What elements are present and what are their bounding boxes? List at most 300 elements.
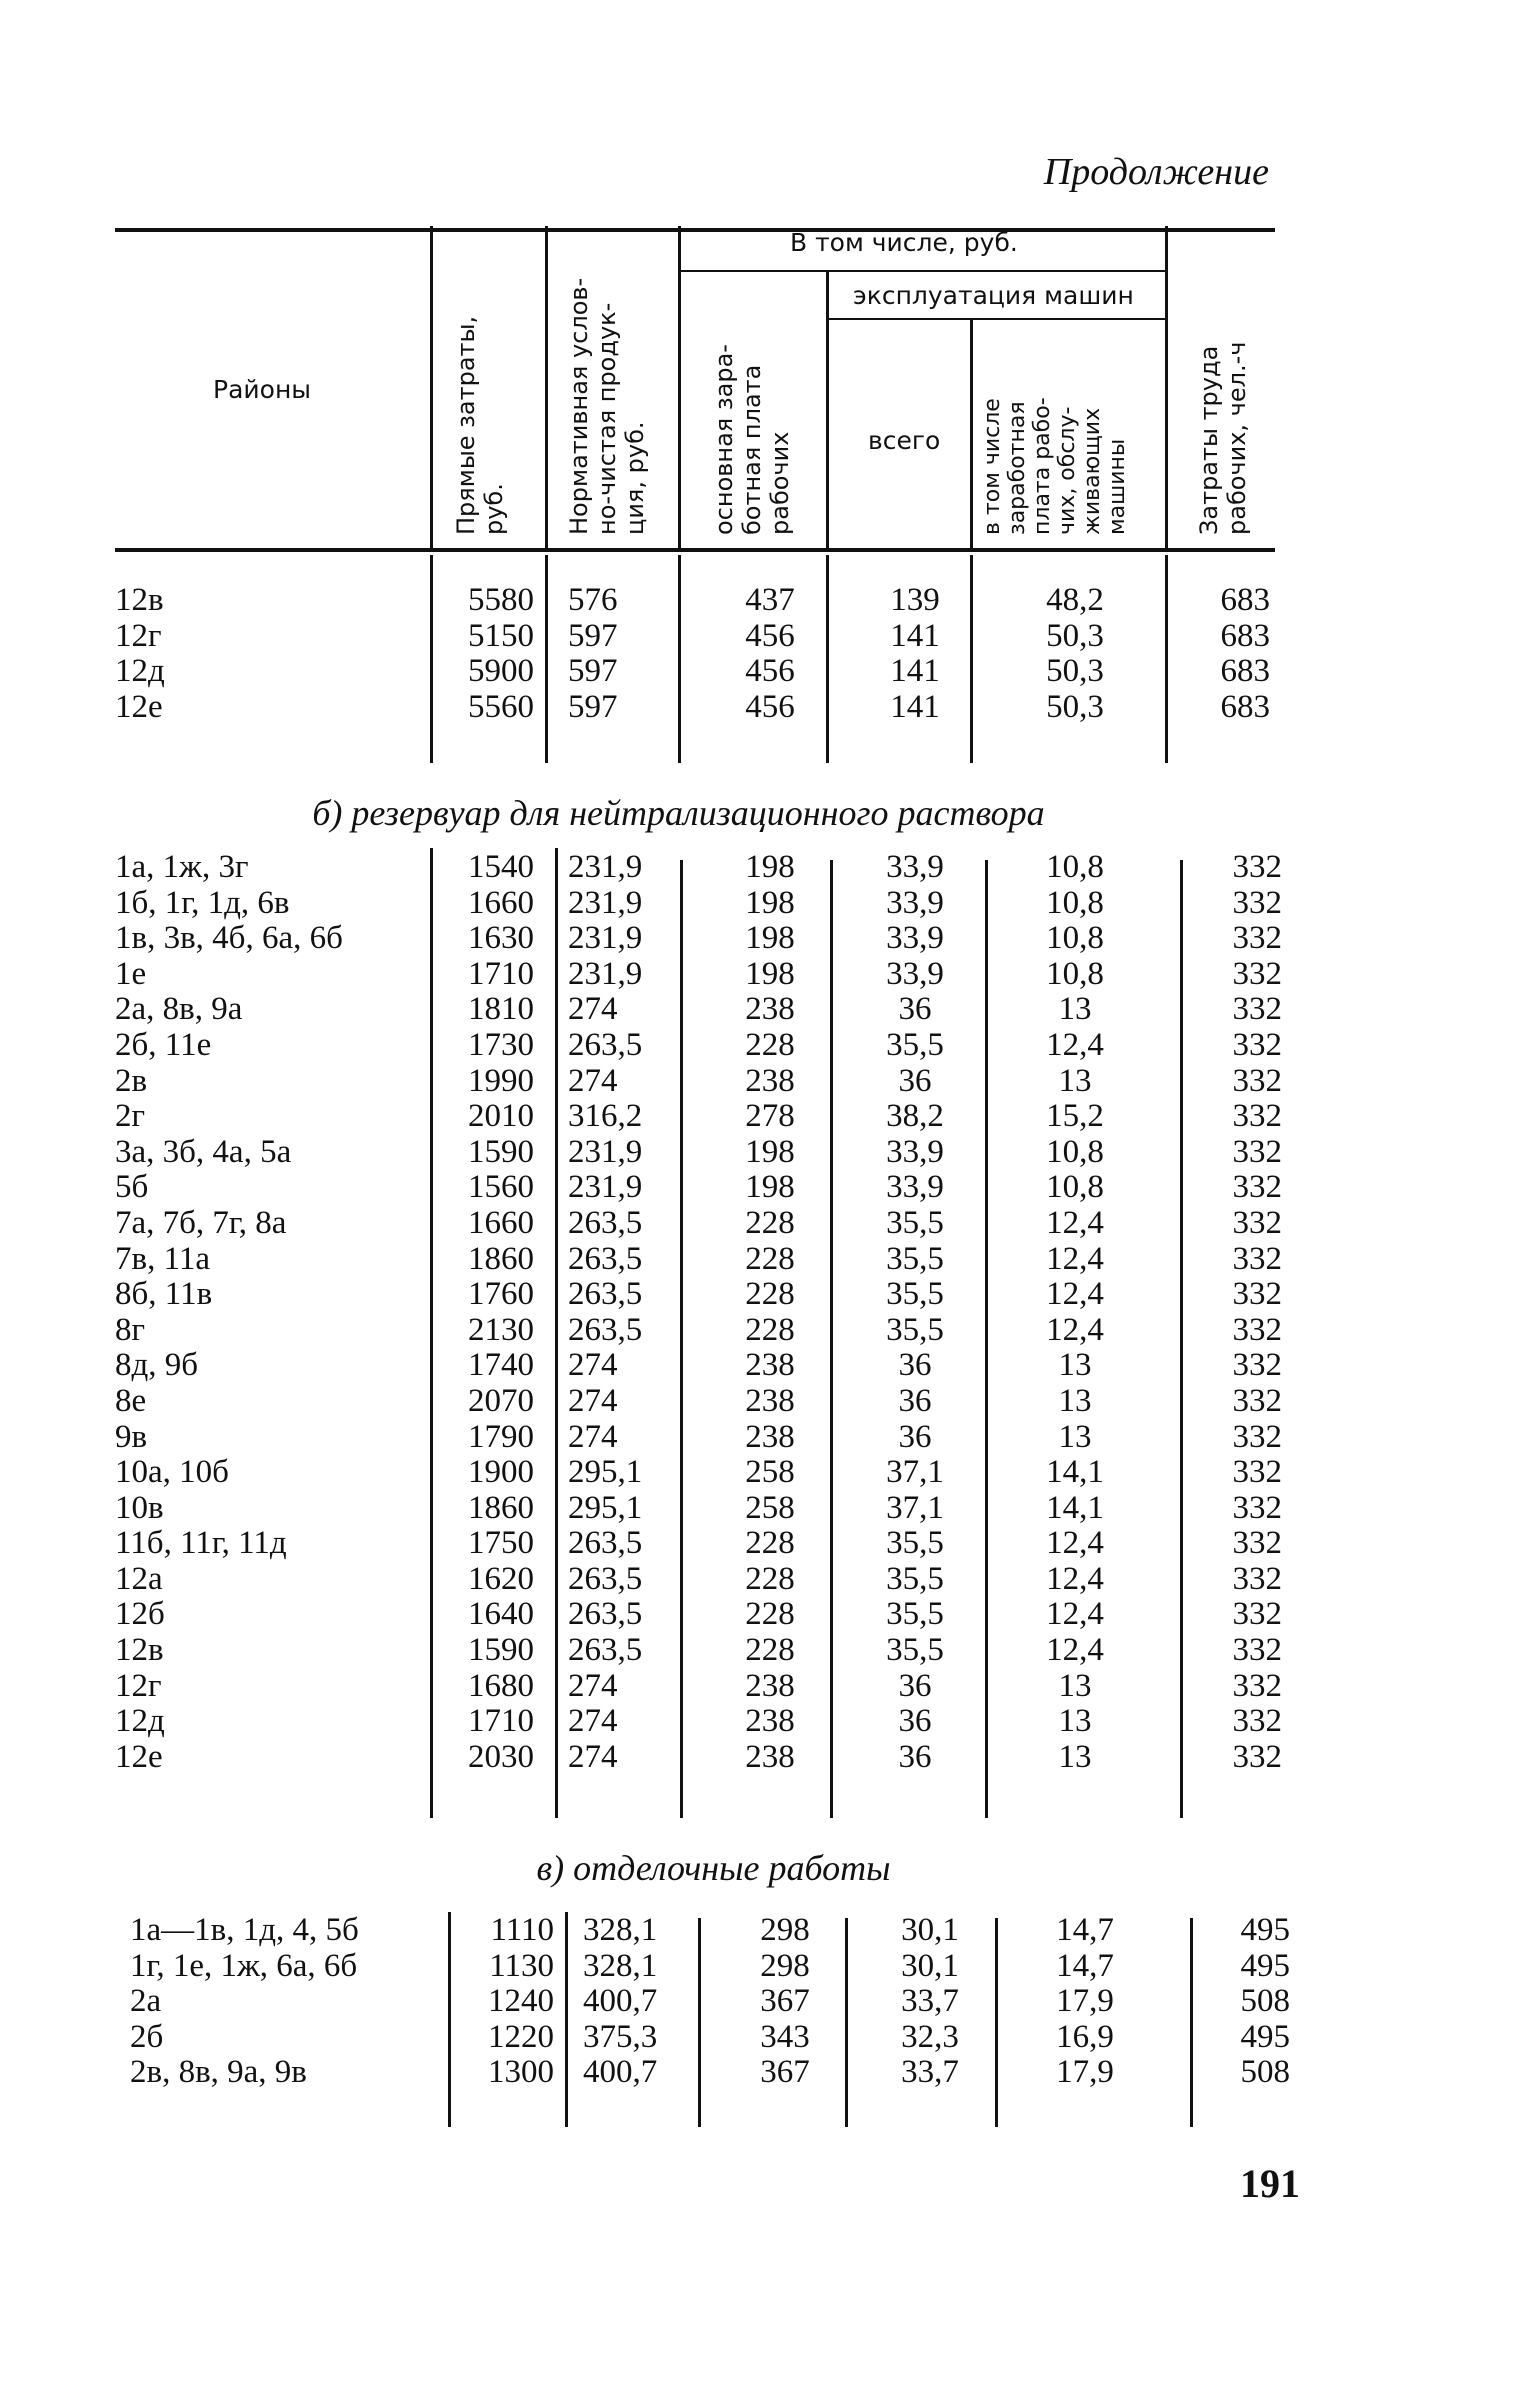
base-wage-cell: 228 bbox=[745, 1204, 795, 1241]
machine-wage-cell: 13 bbox=[1058, 1062, 1092, 1099]
direct-costs-cell: 1660 bbox=[468, 1204, 534, 1241]
labor-cell: 332 bbox=[1232, 1347, 1282, 1384]
labor-cell: 332 bbox=[1232, 920, 1282, 957]
district-cell: 1г, 1е, 1ж, 6а, 6б bbox=[130, 1947, 358, 1984]
table-row bbox=[0, 1313, 1517, 1349]
direct-costs-cell: 1590 bbox=[468, 1632, 534, 1669]
direct-costs-cell: 1620 bbox=[468, 1560, 534, 1597]
machine-wage-cell: 17,9 bbox=[1056, 2054, 1114, 2091]
base-wage-cell: 456 bbox=[745, 653, 795, 690]
labor-cell: 332 bbox=[1232, 1703, 1282, 1740]
normative-cell: 328,1 bbox=[583, 1947, 658, 1984]
direct-costs-cell: 1110 bbox=[490, 1912, 554, 1948]
labor-cell: 332 bbox=[1232, 955, 1282, 992]
section-c-table-body bbox=[0, 1913, 1517, 2091]
base-wage-cell: 238 bbox=[745, 1738, 795, 1775]
district-cell: 2б, 11е bbox=[115, 1026, 212, 1063]
district-cell: 2б bbox=[130, 2018, 164, 2055]
normative-cell: 597 bbox=[568, 617, 618, 654]
direct-costs-cell: 1900 bbox=[468, 1454, 534, 1491]
direct-costs-cell: 1760 bbox=[468, 1276, 534, 1313]
table-row bbox=[0, 1028, 1517, 1064]
labor-cell: 332 bbox=[1232, 1738, 1282, 1775]
machine-wage-cell: 12,4 bbox=[1046, 1240, 1104, 1277]
machine-total-cell: 38,2 bbox=[886, 1098, 944, 1135]
labor-cell: 508 bbox=[1240, 2054, 1290, 2091]
table-row bbox=[0, 1526, 1517, 1562]
labor-cell: 332 bbox=[1232, 1026, 1282, 1063]
labor-cell: 332 bbox=[1232, 884, 1282, 921]
direct-costs-cell: 2010 bbox=[468, 1098, 534, 1135]
table-row bbox=[0, 1420, 1517, 1456]
normative-cell: 597 bbox=[568, 688, 618, 725]
machine-total-cell: 36 bbox=[898, 991, 932, 1028]
base-wage-cell: 258 bbox=[745, 1454, 795, 1491]
labor-cell: 332 bbox=[1232, 1204, 1282, 1241]
machine-wage-cell: 14,1 bbox=[1046, 1489, 1104, 1526]
machine-total-cell: 33,9 bbox=[886, 955, 944, 992]
base-wage-cell: 238 bbox=[745, 1703, 795, 1740]
section-b-table-body bbox=[0, 850, 1517, 1775]
machine-wage-cell: 12,4 bbox=[1046, 1525, 1104, 1562]
labor-cell: 332 bbox=[1232, 1276, 1282, 1313]
table-row bbox=[0, 1913, 1517, 1949]
table-row bbox=[0, 886, 1517, 922]
direct-costs-cell: 1590 bbox=[468, 1133, 534, 1170]
district-cell: 8д, 9б bbox=[115, 1347, 199, 1384]
labor-cell: 332 bbox=[1232, 1133, 1282, 1170]
machine-total-cell: 141 bbox=[890, 653, 940, 690]
machine-total-cell: 35,5 bbox=[886, 1596, 944, 1633]
base-wage-cell: 228 bbox=[745, 1525, 795, 1562]
district-cell: 12е bbox=[115, 688, 163, 725]
direct-costs-cell: 1680 bbox=[468, 1667, 534, 1704]
normative-cell: 274 bbox=[568, 1667, 618, 1704]
normative-cell: 576 bbox=[568, 582, 618, 618]
machine-total-cell: 35,5 bbox=[886, 1560, 944, 1597]
normative-cell: 274 bbox=[568, 1418, 618, 1455]
table-row bbox=[0, 1064, 1517, 1100]
machine-wage-cell: 14,7 bbox=[1056, 1912, 1114, 1948]
labor-cell: 332 bbox=[1232, 849, 1282, 885]
direct-costs-cell: 1860 bbox=[468, 1240, 534, 1277]
header-divider-6 bbox=[1165, 226, 1168, 550]
machine-wage-cell: 12,4 bbox=[1046, 1204, 1104, 1241]
machine-total-cell: 139 bbox=[890, 582, 940, 618]
labor-cell: 332 bbox=[1232, 1667, 1282, 1704]
district-cell: 2в, 8в, 9а, 9в bbox=[130, 2054, 307, 2091]
machine-total-cell: 37,1 bbox=[886, 1454, 944, 1491]
normative-cell: 263,5 bbox=[568, 1560, 643, 1597]
district-cell: 9в bbox=[115, 1418, 148, 1455]
column-header-base-wage: основная зара- ботная плата рабочих bbox=[710, 344, 794, 535]
labor-cell: 332 bbox=[1232, 1632, 1282, 1669]
machine-total-cell: 35,5 bbox=[886, 1311, 944, 1348]
direct-costs-cell: 5560 bbox=[468, 688, 534, 725]
page-number: 191 bbox=[1240, 2161, 1300, 2206]
table-row bbox=[0, 1984, 1517, 2020]
normative-cell: 295,1 bbox=[568, 1489, 643, 1526]
machine-total-cell: 33,9 bbox=[886, 1133, 944, 1170]
machine-total-cell: 33,9 bbox=[886, 884, 944, 921]
machine-wage-cell: 12,4 bbox=[1046, 1311, 1104, 1348]
labor-cell: 332 bbox=[1232, 1418, 1282, 1455]
district-cell: 12г bbox=[115, 1667, 162, 1704]
machine-wage-cell: 10,8 bbox=[1046, 955, 1104, 992]
machine-wage-cell: 50,3 bbox=[1046, 688, 1104, 725]
base-wage-cell: 238 bbox=[745, 1062, 795, 1099]
column-header-machine-operation: эксплуатация машин bbox=[853, 281, 1134, 310]
base-wage-cell: 278 bbox=[745, 1098, 795, 1135]
direct-costs-cell: 1560 bbox=[468, 1169, 534, 1206]
continuation-label: Продолжение bbox=[1043, 151, 1269, 193]
machine-wage-cell: 12,4 bbox=[1046, 1596, 1104, 1633]
district-cell: 10в bbox=[115, 1489, 164, 1526]
machine-total-cell: 33,9 bbox=[886, 920, 944, 957]
machine-total-cell: 36 bbox=[898, 1418, 932, 1455]
base-wage-cell: 298 bbox=[760, 1947, 810, 1984]
direct-costs-cell: 1790 bbox=[468, 1418, 534, 1455]
column-header-normative: Нормативная услов- но-чистая продук- ция, руб. bbox=[565, 277, 649, 535]
direct-costs-cell: 1710 bbox=[468, 1703, 534, 1740]
machine-wage-cell: 10,8 bbox=[1046, 920, 1104, 957]
table-row bbox=[0, 921, 1517, 957]
machine-total-cell: 33,9 bbox=[886, 1169, 944, 1206]
table-row bbox=[0, 1099, 1517, 1135]
table-row bbox=[0, 2020, 1517, 2056]
district-cell: 2г bbox=[115, 1098, 146, 1135]
direct-costs-cell: 5580 bbox=[468, 582, 534, 618]
direct-costs-cell: 2070 bbox=[468, 1382, 534, 1419]
normative-cell: 400,7 bbox=[583, 1983, 658, 2020]
labor-cell: 332 bbox=[1232, 991, 1282, 1028]
base-wage-cell: 228 bbox=[745, 1026, 795, 1063]
district-cell: 12б bbox=[115, 1596, 165, 1633]
column-header-total: всего bbox=[868, 426, 941, 455]
labor-cell: 332 bbox=[1232, 1311, 1282, 1348]
base-wage-cell: 238 bbox=[745, 991, 795, 1028]
header-divider-1 bbox=[430, 226, 433, 550]
normative-cell: 375,3 bbox=[583, 2018, 658, 2055]
machine-total-cell: 33,9 bbox=[886, 849, 944, 885]
normative-cell: 263,5 bbox=[568, 1204, 643, 1241]
direct-costs-cell: 1300 bbox=[488, 2054, 554, 2091]
table-row bbox=[0, 690, 1517, 726]
machine-wage-cell: 17,9 bbox=[1056, 1983, 1114, 2020]
normative-cell: 263,5 bbox=[568, 1525, 643, 1562]
machine-total-cell: 35,5 bbox=[886, 1204, 944, 1241]
district-cell: 1а—1в, 1д, 4, 5б bbox=[130, 1912, 359, 1948]
labor-cell: 332 bbox=[1232, 1098, 1282, 1135]
district-cell: 2в bbox=[115, 1062, 148, 1099]
base-wage-cell: 238 bbox=[745, 1667, 795, 1704]
labor-cell: 332 bbox=[1232, 1240, 1282, 1277]
column-header-including: В том числе, руб. bbox=[790, 228, 1018, 257]
base-wage-cell: 198 bbox=[745, 884, 795, 921]
table-row bbox=[0, 1491, 1517, 1527]
base-wage-cell: 456 bbox=[745, 688, 795, 725]
machine-wage-cell: 13 bbox=[1058, 1667, 1092, 1704]
machine-wage-cell: 13 bbox=[1058, 1418, 1092, 1455]
normative-cell: 274 bbox=[568, 1347, 618, 1384]
base-wage-cell: 238 bbox=[745, 1418, 795, 1455]
machine-wage-cell: 14,1 bbox=[1046, 1454, 1104, 1491]
machine-wage-cell: 13 bbox=[1058, 991, 1092, 1028]
table-row bbox=[0, 1562, 1517, 1598]
base-wage-cell: 198 bbox=[745, 955, 795, 992]
direct-costs-cell: 5150 bbox=[468, 617, 534, 654]
district-cell: 12д bbox=[115, 1703, 165, 1740]
normative-cell: 231,9 bbox=[568, 884, 643, 921]
machine-wage-cell: 50,3 bbox=[1046, 617, 1104, 654]
table-row bbox=[0, 1170, 1517, 1206]
table-row bbox=[0, 992, 1517, 1028]
column-header-labor: Затраты труда рабочих, чел.-ч bbox=[1195, 341, 1251, 535]
base-wage-cell: 343 bbox=[760, 2018, 810, 2055]
labor-cell: 332 bbox=[1232, 1489, 1282, 1526]
normative-cell: 231,9 bbox=[568, 1169, 643, 1206]
table-row bbox=[0, 850, 1517, 886]
labor-cell: 683 bbox=[1220, 653, 1270, 690]
base-wage-cell: 198 bbox=[745, 1169, 795, 1206]
table-row bbox=[0, 1206, 1517, 1242]
header-divider-4 bbox=[826, 272, 829, 550]
district-cell: 12в bbox=[115, 1632, 164, 1669]
labor-cell: 332 bbox=[1232, 1454, 1282, 1491]
table-row bbox=[0, 619, 1517, 655]
normative-cell: 328,1 bbox=[583, 1912, 658, 1948]
normative-cell: 231,9 bbox=[568, 849, 643, 885]
normative-cell: 231,9 bbox=[568, 920, 643, 957]
machine-total-cell: 36 bbox=[898, 1738, 932, 1775]
header-divider-2 bbox=[545, 226, 548, 550]
normative-cell: 231,9 bbox=[568, 955, 643, 992]
base-wage-cell: 258 bbox=[745, 1489, 795, 1526]
machine-wage-cell: 13 bbox=[1058, 1347, 1092, 1384]
district-cell: 7а, 7б, 7г, 8а bbox=[115, 1204, 287, 1241]
direct-costs-cell: 1730 bbox=[468, 1026, 534, 1063]
column-header-machine-wage: в том числе заработная плата рабо- чих, обслу- живающих машины bbox=[980, 397, 1130, 535]
normative-cell: 263,5 bbox=[568, 1596, 643, 1633]
normative-cell: 263,5 bbox=[568, 1311, 643, 1348]
normative-cell: 295,1 bbox=[568, 1454, 643, 1491]
district-cell: 1б, 1г, 1д, 6в bbox=[115, 884, 290, 921]
table-row bbox=[0, 1597, 1517, 1633]
base-wage-cell: 437 bbox=[745, 582, 795, 618]
base-wage-cell: 298 bbox=[760, 1912, 810, 1948]
machines-rule bbox=[828, 318, 1167, 320]
machine-total-cell: 30,1 bbox=[901, 1947, 959, 1984]
machine-total-cell: 141 bbox=[890, 688, 940, 725]
direct-costs-cell: 1640 bbox=[468, 1596, 534, 1633]
direct-costs-cell: 2030 bbox=[468, 1738, 534, 1775]
base-wage-cell: 238 bbox=[745, 1347, 795, 1384]
table-top-rule bbox=[115, 228, 1275, 232]
labor-cell: 495 bbox=[1240, 1912, 1290, 1948]
labor-cell: 332 bbox=[1232, 1525, 1282, 1562]
table-row bbox=[0, 1633, 1517, 1669]
district-cell: 1а, 1ж, 3г bbox=[115, 849, 249, 885]
machine-wage-cell: 10,8 bbox=[1046, 1133, 1104, 1170]
machine-wage-cell: 48,2 bbox=[1046, 582, 1104, 618]
normative-cell: 263,5 bbox=[568, 1026, 643, 1063]
machine-total-cell: 141 bbox=[890, 617, 940, 654]
normative-cell: 263,5 bbox=[568, 1632, 643, 1669]
machine-total-cell: 32,3 bbox=[901, 2018, 959, 2055]
table-row bbox=[0, 1277, 1517, 1313]
normative-cell: 274 bbox=[568, 1062, 618, 1099]
base-wage-cell: 228 bbox=[745, 1632, 795, 1669]
labor-cell: 683 bbox=[1220, 582, 1270, 618]
direct-costs-cell: 1860 bbox=[468, 1489, 534, 1526]
machine-wage-cell: 14,7 bbox=[1056, 1947, 1114, 1984]
labor-cell: 495 bbox=[1240, 2018, 1290, 2055]
district-cell: 10а, 10б bbox=[115, 1454, 229, 1491]
machine-total-cell: 35,5 bbox=[886, 1276, 944, 1313]
machine-wage-cell: 12,4 bbox=[1046, 1026, 1104, 1063]
machine-wage-cell: 13 bbox=[1058, 1703, 1092, 1740]
labor-cell: 332 bbox=[1232, 1596, 1282, 1633]
machine-total-cell: 35,5 bbox=[886, 1026, 944, 1063]
direct-costs-cell: 1660 bbox=[468, 884, 534, 921]
machine-wage-cell: 50,3 bbox=[1046, 653, 1104, 690]
base-wage-cell: 238 bbox=[745, 1382, 795, 1419]
direct-costs-cell: 1990 bbox=[468, 1062, 534, 1099]
normative-cell: 231,9 bbox=[568, 1133, 643, 1170]
machine-total-cell: 36 bbox=[898, 1062, 932, 1099]
header-divider-3 bbox=[678, 226, 681, 550]
machine-wage-cell: 13 bbox=[1058, 1738, 1092, 1775]
base-wage-cell: 198 bbox=[745, 920, 795, 957]
district-cell: 11б, 11г, 11д bbox=[115, 1525, 287, 1562]
district-cell: 7в, 11а bbox=[115, 1240, 211, 1277]
direct-costs-cell: 1740 bbox=[468, 1347, 534, 1384]
table-row bbox=[0, 1740, 1517, 1776]
including-rule bbox=[680, 270, 1167, 272]
base-wage-cell: 228 bbox=[745, 1560, 795, 1597]
labor-cell: 332 bbox=[1232, 1062, 1282, 1099]
machine-wage-cell: 12,4 bbox=[1046, 1632, 1104, 1669]
machine-total-cell: 35,5 bbox=[886, 1525, 944, 1562]
machine-wage-cell: 10,8 bbox=[1046, 884, 1104, 921]
machine-total-cell: 36 bbox=[898, 1703, 932, 1740]
header-divider-5 bbox=[970, 320, 973, 550]
table-row bbox=[0, 1384, 1517, 1420]
base-wage-cell: 228 bbox=[745, 1276, 795, 1313]
machine-total-cell: 36 bbox=[898, 1667, 932, 1704]
machine-total-cell: 33,7 bbox=[901, 1983, 959, 2020]
section-b-title: б) резервуар для нейтрализационного раствора bbox=[312, 793, 1045, 833]
normative-cell: 316,2 bbox=[568, 1098, 643, 1135]
district-cell: 5б bbox=[115, 1169, 149, 1206]
normative-cell: 274 bbox=[568, 991, 618, 1028]
base-wage-cell: 367 bbox=[760, 1983, 810, 2020]
machine-total-cell: 36 bbox=[898, 1382, 932, 1419]
district-cell: 8б, 11в bbox=[115, 1276, 213, 1313]
machine-total-cell: 30,1 bbox=[901, 1912, 959, 1948]
normative-cell: 274 bbox=[568, 1703, 618, 1740]
section-c-title: в) отделочные работы bbox=[536, 1848, 891, 1888]
direct-costs-cell: 1710 bbox=[468, 955, 534, 992]
district-cell: 2а, 8в, 9а bbox=[115, 991, 243, 1028]
table-row bbox=[0, 1242, 1517, 1278]
machine-wage-cell: 12,4 bbox=[1046, 1560, 1104, 1597]
base-wage-cell: 228 bbox=[745, 1240, 795, 1277]
table-row bbox=[0, 1348, 1517, 1384]
normative-cell: 263,5 bbox=[568, 1276, 643, 1313]
base-wage-cell: 198 bbox=[745, 1133, 795, 1170]
labor-cell: 508 bbox=[1240, 1983, 1290, 2020]
machine-wage-cell: 16,9 bbox=[1056, 2018, 1114, 2055]
district-cell: 12е bbox=[115, 1738, 163, 1775]
base-wage-cell: 228 bbox=[745, 1596, 795, 1633]
machine-wage-cell: 15,2 bbox=[1046, 1098, 1104, 1135]
direct-costs-cell: 5900 bbox=[468, 653, 534, 690]
direct-costs-cell: 1130 bbox=[489, 1947, 554, 1984]
district-cell: 8г bbox=[115, 1311, 146, 1348]
table-row bbox=[0, 1949, 1517, 1985]
machine-wage-cell: 12,4 bbox=[1046, 1276, 1104, 1313]
table-row bbox=[0, 583, 1517, 619]
district-cell: 12в bbox=[115, 582, 164, 618]
normative-cell: 597 bbox=[568, 653, 618, 690]
labor-cell: 683 bbox=[1220, 617, 1270, 654]
direct-costs-cell: 1240 bbox=[488, 1983, 554, 2020]
table-row bbox=[0, 654, 1517, 690]
table-row bbox=[0, 1455, 1517, 1491]
district-cell: 12г bbox=[115, 617, 162, 654]
direct-costs-cell: 1750 bbox=[468, 1525, 534, 1562]
machine-wage-cell: 10,8 bbox=[1046, 1169, 1104, 1206]
district-cell: 12а bbox=[115, 1560, 163, 1597]
machine-total-cell: 35,5 bbox=[886, 1632, 944, 1669]
base-wage-cell: 228 bbox=[745, 1311, 795, 1348]
column-header-districts: Районы bbox=[213, 375, 312, 404]
normative-cell: 400,7 bbox=[583, 2054, 658, 2091]
direct-costs-cell: 1540 bbox=[468, 849, 534, 885]
machine-total-cell: 37,1 bbox=[886, 1489, 944, 1526]
district-cell: 8е bbox=[115, 1382, 147, 1419]
normative-cell: 263,5 bbox=[568, 1240, 643, 1277]
labor-cell: 332 bbox=[1232, 1169, 1282, 1206]
machine-total-cell: 33,7 bbox=[901, 2054, 959, 2091]
base-wage-cell: 456 bbox=[745, 617, 795, 654]
section-a-table-body bbox=[0, 583, 1517, 725]
direct-costs-cell: 1810 bbox=[468, 991, 534, 1028]
column-header-direct-costs: Прямые затраты, руб. bbox=[452, 315, 508, 535]
labor-cell: 332 bbox=[1232, 1560, 1282, 1597]
table-row bbox=[0, 957, 1517, 993]
normative-cell: 274 bbox=[568, 1382, 618, 1419]
table-row bbox=[0, 2055, 1517, 2091]
machine-wage-cell: 10,8 bbox=[1046, 849, 1104, 885]
table-row bbox=[0, 1135, 1517, 1171]
labor-cell: 683 bbox=[1220, 688, 1270, 725]
normative-cell: 274 bbox=[568, 1738, 618, 1775]
district-cell: 1е bbox=[115, 955, 147, 992]
header-bottom-rule bbox=[115, 548, 1275, 552]
table-row bbox=[0, 1669, 1517, 1705]
direct-costs-cell: 1220 bbox=[488, 2018, 554, 2055]
direct-costs-cell: 1630 bbox=[468, 920, 534, 957]
labor-cell: 332 bbox=[1232, 1382, 1282, 1419]
table-row bbox=[0, 1704, 1517, 1740]
base-wage-cell: 198 bbox=[745, 849, 795, 885]
district-cell: 1в, 3в, 4б, 6а, 6б bbox=[115, 920, 343, 957]
base-wage-cell: 367 bbox=[760, 2054, 810, 2091]
machine-total-cell: 36 bbox=[898, 1347, 932, 1384]
labor-cell: 495 bbox=[1240, 1947, 1290, 1984]
